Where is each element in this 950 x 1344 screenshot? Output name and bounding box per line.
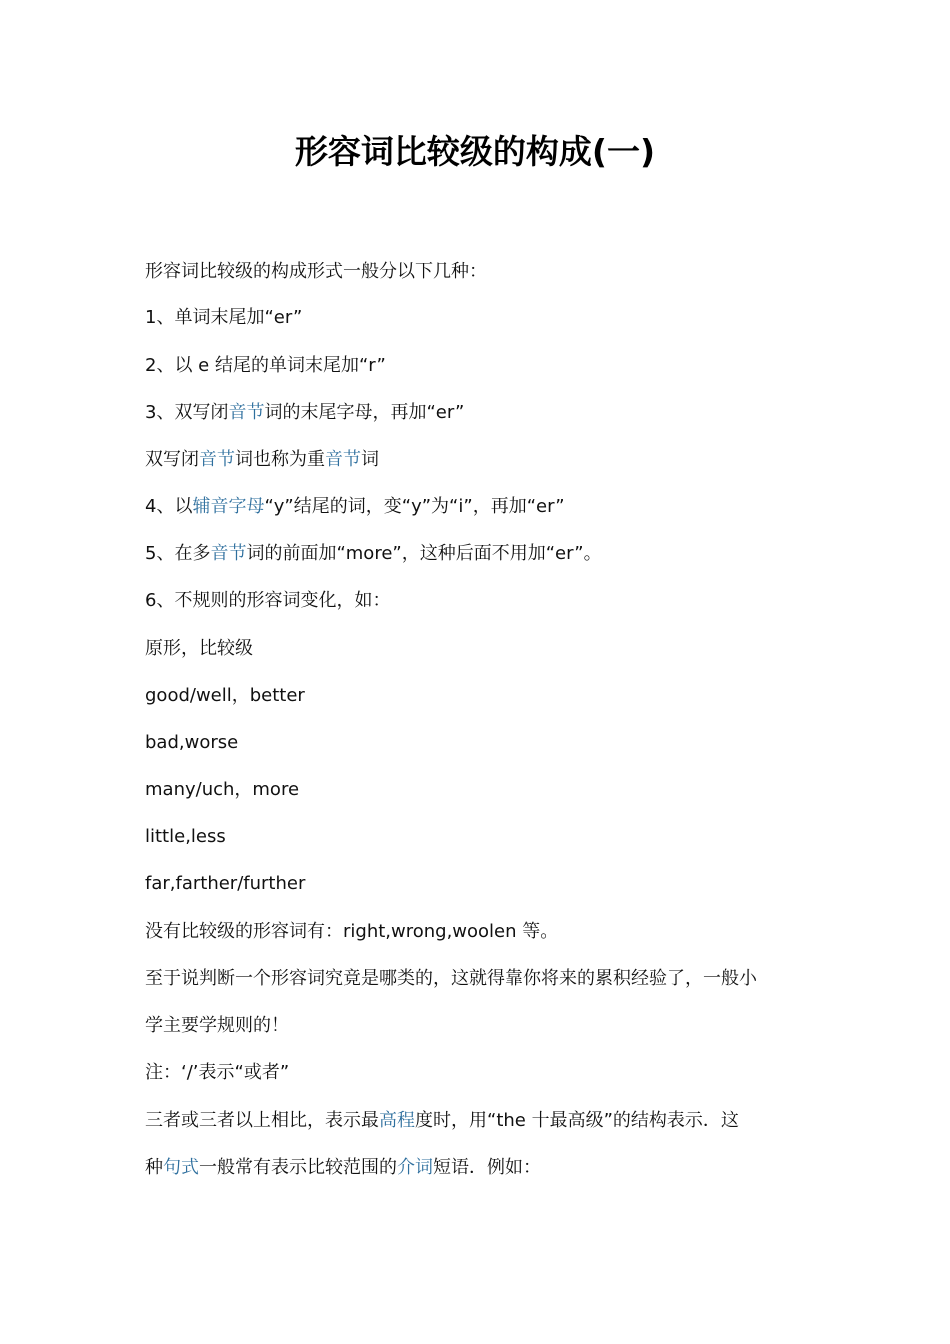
paragraph-line	[145, 1107, 825, 1135]
term-link[interactable]: 音节	[228, 402, 265, 423]
paragraph-line	[145, 304, 825, 332]
text-segment: 原形，比较级	[145, 638, 253, 659]
paragraph-line	[145, 1059, 825, 1087]
text-segment: “y”结尾的词，变“y”为“i”，再加“er”	[264, 496, 565, 517]
term-link[interactable]: 辅音字母	[192, 496, 265, 517]
paragraph-line	[145, 918, 825, 946]
paragraph-line	[145, 399, 825, 427]
text-segment: 三者或三者以上相比，表示最	[145, 1110, 379, 1131]
text-segment: 双写闭	[145, 449, 199, 470]
term-link[interactable]: 高程	[379, 1110, 415, 1131]
text-segment: 形容词比较级的构成形式一般分以下几种：	[145, 261, 487, 282]
term-link[interactable]: 音节	[210, 543, 247, 564]
text-segment: 2、以 e 结尾的单词末尾加“r”	[145, 355, 386, 376]
text-segment: 词也称为重	[235, 449, 325, 470]
text-segment: 6、不规则的形容词变化，如：	[145, 590, 391, 611]
paragraph-line	[145, 776, 825, 804]
text-segment: good/well，better	[145, 685, 305, 706]
paragraph-line	[145, 258, 825, 286]
paragraph-line	[145, 540, 825, 568]
term-link[interactable]: 音节	[199, 449, 235, 470]
text-segment: 注：‘/’表示“或者”	[145, 1062, 290, 1083]
text-segment: 种	[145, 1157, 163, 1178]
paragraph-line	[145, 965, 825, 993]
text-segment: 词的末尾字母，再加“er”	[264, 402, 465, 423]
text-segment: 1、单词末尾加“er”	[145, 307, 303, 328]
paragraph-line	[145, 635, 825, 663]
text-segment: 一般常有表示比较范围的	[199, 1157, 397, 1178]
text-segment: 至于说判断一个形容词究竟是哪类的，这就得靠你将来的累积经验了，一般小	[145, 968, 757, 989]
paragraph-line	[145, 587, 825, 615]
paragraph-line	[145, 682, 825, 710]
text-segment: far,farther/further	[145, 873, 306, 894]
paragraph-line	[145, 352, 825, 380]
text-segment: 没有比较级的形容词有：right,wrong,woolen 等。	[145, 921, 559, 942]
text-segment: 3、双写闭	[145, 402, 229, 423]
text-segment: bad,worse	[145, 732, 239, 753]
text-segment: 词的前面加“more”，这种后面不用加“er”。	[246, 543, 602, 564]
text-segment: 学主要学规则的！	[145, 1015, 289, 1036]
paragraph-line	[145, 446, 825, 474]
text-segment: 4、以	[145, 496, 193, 517]
page-title: 形容词比较级的构成(一)	[294, 132, 656, 171]
text-segment: 短语．例如：	[433, 1157, 541, 1178]
term-link[interactable]: 介词	[397, 1157, 433, 1178]
paragraph-line	[145, 870, 825, 898]
term-link[interactable]: 音节	[325, 449, 361, 470]
text-segment: little,less	[145, 826, 226, 847]
text-segment: 5、在多	[145, 543, 211, 564]
text-segment: 度时，用“the 十最高级”的结构表示．这	[415, 1110, 739, 1131]
paragraph-line	[145, 823, 825, 851]
paragraph-line	[145, 729, 825, 757]
text-segment: many/uch，more	[145, 779, 300, 800]
paragraph-line	[145, 493, 825, 521]
text-segment: 词	[361, 449, 379, 470]
paragraph-line	[145, 1154, 825, 1182]
term-link[interactable]: 句式	[163, 1157, 199, 1178]
paragraph-line	[145, 1012, 825, 1040]
